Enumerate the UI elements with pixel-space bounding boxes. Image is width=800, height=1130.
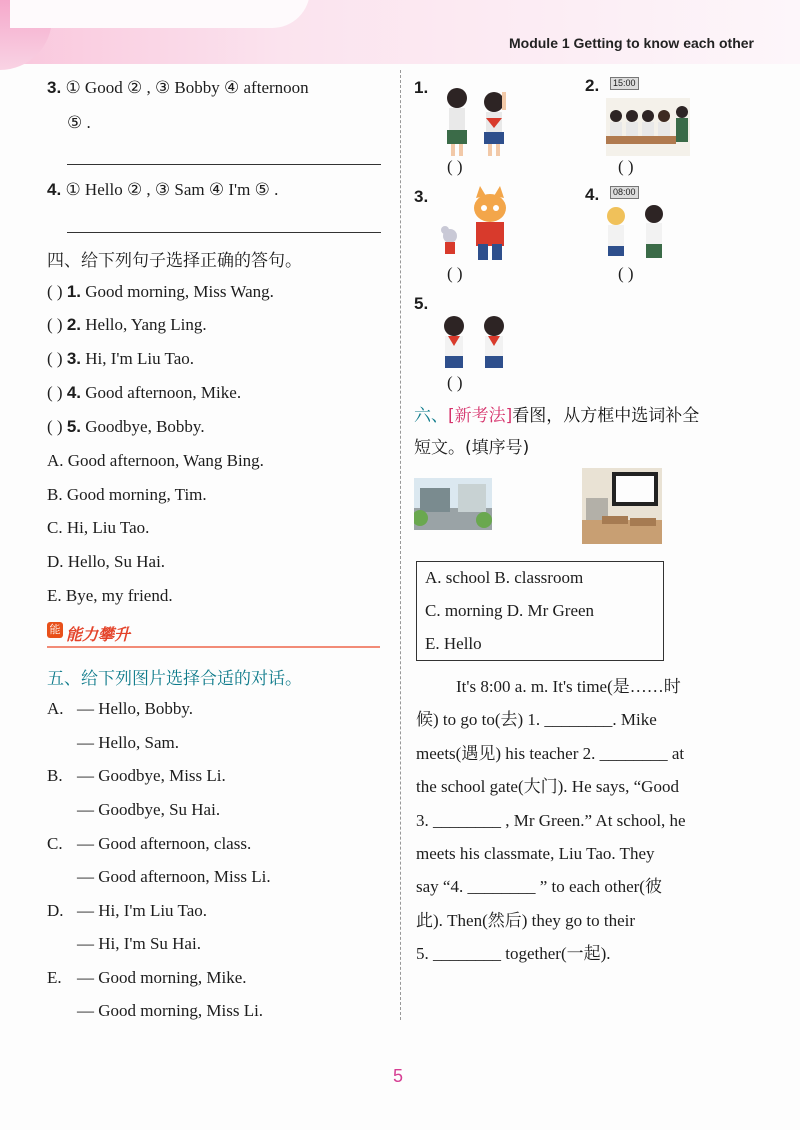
- word-option-row: C. morning D. Mr Green: [425, 601, 595, 620]
- dialog-line: — Good morning, Mike.: [77, 968, 247, 987]
- two-boys-illustration: [432, 314, 520, 372]
- sec4-item: [47, 348, 194, 370]
- dialog-label: A.: [47, 699, 64, 718]
- picture-answer-paren[interactable]: ( ): [618, 157, 634, 176]
- sec4-option: D. Hello, Su Hai.: [47, 552, 166, 571]
- picture-number: 1.: [414, 78, 429, 97]
- passage-line: It's 8:00 a. m. It's time(是……时: [456, 677, 681, 696]
- item-text: Good morning, Miss Wang.: [85, 282, 274, 301]
- classroom-interior-illustration: [582, 468, 662, 544]
- item-text: Hi, I'm Liu Tao.: [85, 349, 195, 368]
- header-tab: [10, 0, 310, 28]
- sec4-item: [47, 416, 205, 438]
- new-exam-tag: [新考法]: [448, 406, 513, 426]
- cat-and-mouse-illustration: [436, 186, 526, 264]
- item-number: 5.: [66, 417, 82, 436]
- section-6-instruction: 看图，从方框中选词补全: [512, 406, 700, 426]
- dialog-line: — Hi, I'm Su Hai.: [77, 934, 201, 953]
- question-3: [47, 77, 309, 99]
- passage-line: 5. ________ together(一起).: [416, 944, 611, 963]
- word-option-row: A. school B. classroom: [425, 568, 584, 587]
- picture-answer-paren[interactable]: ( ): [447, 264, 463, 283]
- q4-words: ① Hello ② , ③ Sam ④ I'm ⑤ .: [65, 180, 279, 199]
- word-option-row: E. Hello: [425, 634, 482, 653]
- clock-display: 15:00: [610, 77, 639, 90]
- item-number: 1.: [66, 282, 82, 301]
- classroom-illustration: [606, 98, 690, 156]
- item-text: Good afternoon, Mike.: [85, 383, 242, 402]
- question-4: [47, 179, 278, 201]
- passage-line: 候) to go to(去) 1. ________. Mike: [416, 710, 657, 729]
- module-title: Module 1 Getting to know each other: [508, 35, 754, 51]
- boy-and-teacher-illustration: [600, 204, 678, 264]
- dialog-label: B.: [47, 766, 63, 785]
- passage-line: say “4. ________ ” to each other(彼: [416, 877, 662, 896]
- answer-paren[interactable]: ( ): [47, 282, 63, 301]
- answer-paren[interactable]: ( ): [47, 383, 63, 402]
- dialog-line: — Hello, Bobby.: [77, 699, 194, 718]
- dialog-label: D.: [47, 901, 64, 920]
- girls-greeting-illustration: [432, 80, 522, 158]
- picture-answer-paren[interactable]: ( ): [447, 157, 463, 176]
- page-number: 5: [393, 1066, 404, 1086]
- sec4-item: [47, 382, 241, 404]
- section-5-title: 五、给下列图片选择合适的对话。: [47, 669, 302, 689]
- passage-line: 3. ________ , Mr Green.” At school, he: [416, 811, 686, 830]
- passage-line: the school gate(大门). He says, “Good: [416, 777, 679, 796]
- ability-icon: 能: [47, 622, 63, 638]
- section-4-title: 四、给下列句子选择正确的答句。: [47, 251, 302, 271]
- sec4-option: B. Good morning, Tim.: [47, 485, 207, 504]
- picture-number: 4.: [585, 185, 600, 204]
- item-number: 3.: [66, 349, 82, 368]
- dialog-line: — Hello, Sam.: [77, 733, 179, 752]
- dialog-line: — Good morning, Miss Li.: [77, 1001, 264, 1020]
- school-gate-illustration: [414, 478, 492, 530]
- ability-banner: 能力攀升: [66, 625, 131, 644]
- banner-underline: [47, 646, 380, 648]
- q3-answer-line[interactable]: [67, 164, 381, 165]
- column-divider: [400, 70, 401, 1020]
- dialog-line: — Hi, I'm Liu Tao.: [77, 901, 207, 920]
- picture-number: 5.: [414, 294, 429, 313]
- answer-paren[interactable]: ( ): [47, 417, 63, 436]
- tag-text: 新考法: [454, 406, 506, 426]
- picture-number: 3.: [414, 187, 429, 206]
- sec4-option: E. Bye, my friend.: [47, 586, 173, 605]
- sec4-item: [47, 314, 207, 336]
- dialog-line: — Good afternoon, class.: [77, 834, 252, 853]
- passage-line: 此). Then(然后) they go to their: [416, 911, 636, 930]
- picture-answer-paren[interactable]: ( ): [447, 373, 463, 392]
- section-6-title: [414, 401, 699, 426]
- q3-words: ① Good ② , ③ Bobby ④ afternoon: [65, 78, 309, 97]
- sec4-option: C. Hi, Liu Tao.: [47, 518, 150, 537]
- clock-display: 08:00: [610, 186, 639, 199]
- picture-answer-paren[interactable]: ( ): [618, 264, 634, 283]
- sec4-item: [47, 281, 274, 303]
- item-text: Goodbye, Bobby.: [85, 417, 205, 436]
- dialog-label: C.: [47, 834, 63, 853]
- page-header: [0, 0, 800, 64]
- answer-paren[interactable]: ( ): [47, 349, 63, 368]
- q4-answer-line[interactable]: [67, 232, 381, 233]
- item-text: Hello, Yang Ling.: [85, 315, 207, 334]
- answer-paren[interactable]: ( ): [47, 315, 63, 334]
- dialog-line: — Good afternoon, Miss Li.: [77, 867, 271, 886]
- sec4-option: A. Good afternoon, Wang Bing.: [47, 451, 264, 470]
- dialog-label: E.: [47, 968, 62, 987]
- dialog-line: — Goodbye, Miss Li.: [77, 766, 226, 785]
- item-number: 2.: [66, 315, 82, 334]
- section-6-prefix: 六、: [414, 406, 448, 426]
- picture-number: 2.: [585, 76, 600, 95]
- passage-line: meets(遇见) his teacher 2. ________ at: [416, 744, 685, 763]
- item-number: 4.: [66, 383, 82, 402]
- q3-tail: ⑤ .: [67, 113, 91, 132]
- section-6-title-line2: 短文。(填序号): [414, 438, 530, 458]
- dialog-line: — Goodbye, Su Hai.: [77, 800, 221, 819]
- q3-number: 3.: [47, 78, 62, 97]
- q4-number: 4.: [47, 180, 62, 199]
- passage-line: meets his classmate, Liu Tao. They: [416, 844, 655, 863]
